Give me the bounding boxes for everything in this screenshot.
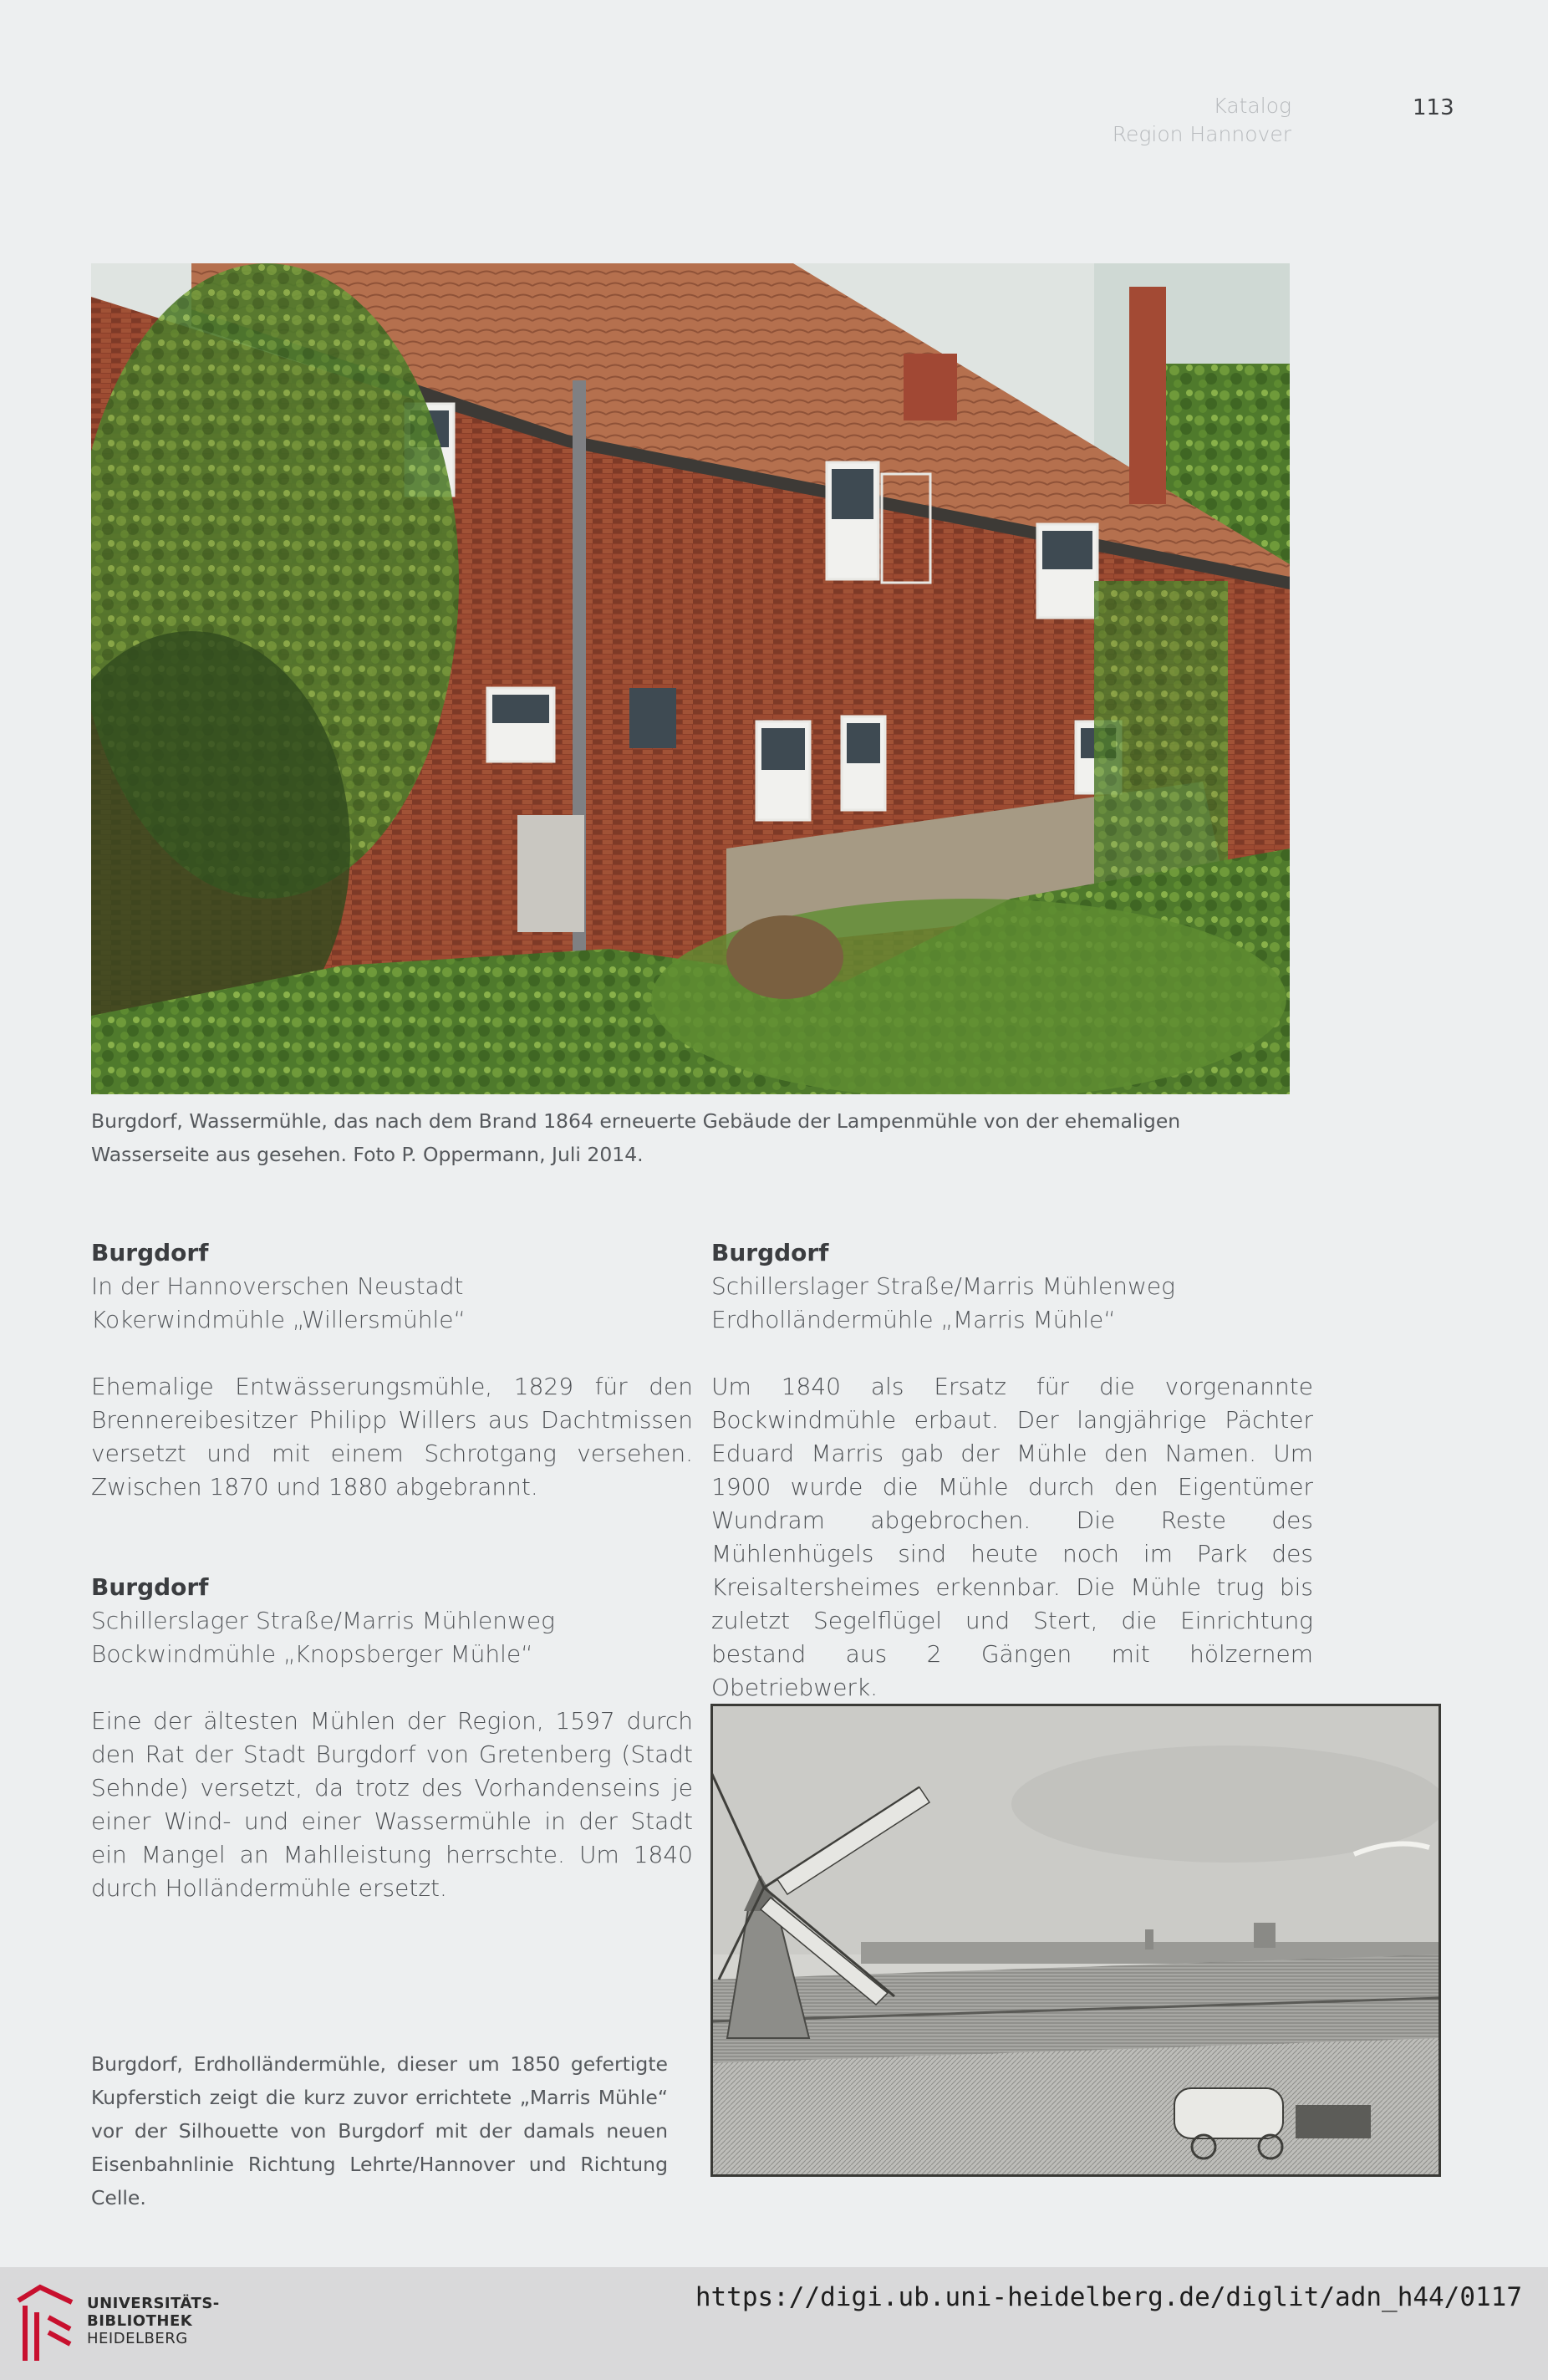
entry-description: Um 1840 als Ersatz für die vorgenannte Bockwindmühle erbaut. Der langjährige Pächter Eduard Marris gab der Mühle den Namen. Um 1900 wurde die Mühle durch den Eigentümer Wundram abgebrochen. Die Reste des Mühlenhügels sind heute noch im Park des Kreisaltersheimes erkennbar. Die Mühle trug bis zuletzt Segelflügel und Stert, die Einrichtung bestand aus 2 Gängen mit hölzernem Obetriebwerk. bbox=[711, 1373, 1313, 1701]
page-number: 113 bbox=[1413, 95, 1454, 120]
entry-title: Burgdorf bbox=[91, 1573, 209, 1601]
watermill-photo-image bbox=[91, 263, 1290, 1094]
entry-mill-type: Kokerwindmühle „Willersmühle“ bbox=[91, 1306, 466, 1333]
photo-caption: Burgdorf, Wassermühle, das nach dem Brand 1864 erneuerte Gebäude der Lampenmühle von der ehemaligen Wasserseite aus gesehen. Foto P. Oppermann, Juli 2014. bbox=[91, 1109, 1181, 1166]
entry-location: Schillerslager Straße/Marris Mühlenweg bbox=[711, 1272, 1175, 1300]
library-name-line3: HEIDELBERG bbox=[87, 2330, 188, 2347]
running-header bbox=[1113, 92, 1291, 149]
entry-location: Schillerslager Straße/Marris Mühlenweg bbox=[91, 1607, 555, 1634]
entry-mill-type: Erdholländermühle „Marris Mühle“ bbox=[711, 1306, 1116, 1333]
running-header-region: Region Hannover bbox=[1112, 122, 1291, 146]
source-url-link[interactable]: https://digi.ub.uni-heidelberg.de/diglit/adn_h44/0117 bbox=[695, 2282, 1522, 2312]
entry-marris-muehle bbox=[711, 1236, 1313, 1705]
entry-willersmuehle bbox=[91, 1236, 693, 1504]
entry-knopsberger-muehle bbox=[91, 1571, 693, 1905]
engraving-caption: Burgdorf, Erdholländermühle, dieser um 1850 gefertigte Kupferstich zeigt die kurz zuvor errichtete „Marris Mühle“ vor der Silhouette von Burgdorf mit der damals neuen Eisenbahnlinie Richtung Lehrte/Hannover und Richtung Celle. bbox=[91, 2052, 668, 2209]
library-name-line1: UNIVERSITÄTS- bbox=[87, 2295, 220, 2312]
entry-description: Ehemalige Entwässerungsmühle, 1829 für den Brennereibesitzer Philipp Willers aus Dachtmissen versetzt und mit einem Schrotgang versehen. Zwischen 1870 und 1880 abgebrannt. bbox=[91, 1373, 693, 1501]
entry-title: Burgdorf bbox=[711, 1239, 829, 1266]
entry-location: In der Hannoverschen Neustadt bbox=[91, 1272, 464, 1300]
entry-description: Eine der ältesten Mühlen der Region, 1597 durch den Rat der Stadt Burgdorf von Gretenberg (Stadt Sehnde) versetzt, da trotz des Vorhandenseins je einer Wind- und einer Wassermühle in der Stadt ein Mangel an Mahlleistung herrschte. Um 1840 durch Holländermühle ersetzt. bbox=[91, 1707, 693, 1902]
watermill-photo bbox=[91, 263, 1290, 1094]
library-name bbox=[87, 2295, 220, 2347]
university-library-logo-icon bbox=[15, 2284, 75, 2363]
entry-title: Burgdorf bbox=[91, 1239, 209, 1266]
windmill-engraving-image bbox=[710, 1704, 1441, 2177]
entry-mill-type: Bockwindmühle „Knopsberger Mühle“ bbox=[91, 1640, 533, 1668]
library-name-line2: BIBLIOTHEK bbox=[87, 2312, 193, 2330]
running-header-section: Katalog bbox=[1213, 94, 1291, 118]
windmill-engraving bbox=[710, 1704, 1441, 2177]
